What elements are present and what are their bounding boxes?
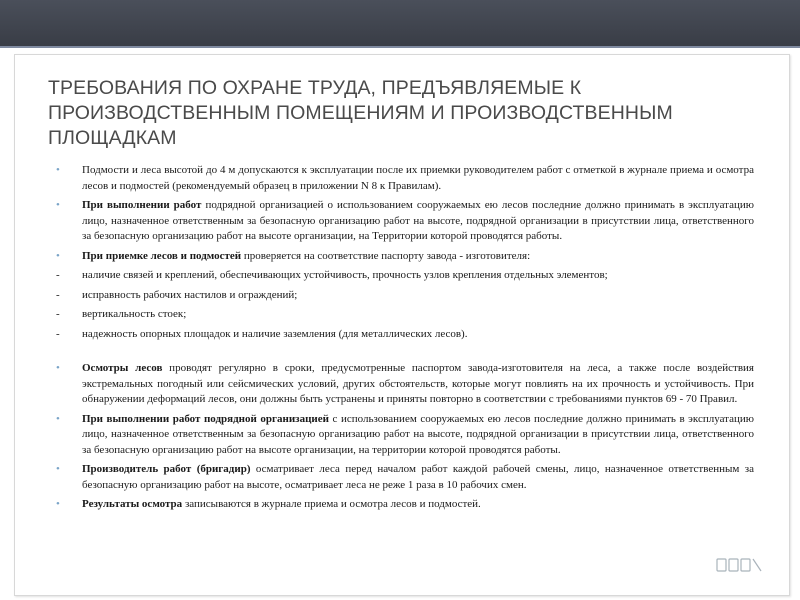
dash-marker: - [56, 327, 60, 340]
top-bar [0, 0, 800, 46]
item-bold: Результаты осмотра [82, 498, 183, 510]
bullet-marker: • [56, 463, 60, 475]
list-item [56, 288, 754, 304]
list-item [56, 268, 754, 284]
item-text: вертикальность стоек; [82, 308, 187, 320]
bullet-marker: • [56, 249, 60, 262]
item-text: исправность рабочих настилов и ограждений; [82, 288, 298, 301]
item-bold: При выполнении работ [82, 199, 202, 211]
dash-marker: - [56, 269, 60, 281]
list-item [56, 361, 754, 408]
dash-marker: - [56, 308, 60, 320]
item-text: проводят регулярно в сроки, предусмотренные паспортом завода-изготовителя на леса, а также после воздействия экстремальных погодный или сейсмических условий, других обстоятельств, которые могут повлиять на их прочность и устойчивость. При обнаружении деформаций лесов, они должны быть устранены и приняты повторно в соответствии с требованиями пунктов 69 - 70 Правил. [82, 362, 754, 405]
spacer [56, 346, 754, 361]
list-item [56, 163, 754, 194]
item-text: Подмости и леса высотой до 4 м допускаются к эксплуатации после их приемки руководителем работ с отметкой в журнале приема и осмотра лесов и подмостей (рекомендуемый образец в приложении N 8 к Правилам). [82, 164, 754, 192]
watermark-logo-icon [715, 555, 763, 575]
item-text: наличие связей и креплений, обеспечивающих устойчивость, прочность узлов крепления отдельных элементов; [82, 269, 608, 281]
list-item [56, 497, 754, 513]
list-item [56, 198, 754, 245]
item-bold: При приемке лесов и подмостей [82, 249, 242, 262]
item-bold: При выполнении работ подрядной организацией [82, 412, 329, 425]
bullet-marker: • [56, 199, 60, 211]
item-text: подрядной организацией о использованием сооружаемых ею лесов последние должно принимать в эксплуатацию лицо, назначенное ответственным за безопасную организацию работ на высоте, подрядной организации в присутствии лица, ответственного за безопасную организацию работ на высоте организации, на Территории которой проводятся работы. [82, 199, 755, 242]
bullet-marker: • [56, 164, 60, 176]
slide-title: ТРЕБОВАНИЯ ПО ОХРАНЕ ТРУДА, ПРЕДЪЯВЛЯЕМЫЕ К ПРОИЗВОДСТВЕННЫМ ПОМЕЩЕНИЯМ И ПРОИЗВОДСТВЕННЫМ ПЛОЩАДКАМ [48, 77, 673, 149]
list-item [56, 249, 754, 265]
item-bold: Осмотры лесов [82, 362, 163, 374]
top-accent-line [0, 46, 800, 48]
list-item [56, 462, 754, 493]
bullet-marker: • [56, 362, 60, 374]
item-text: осматривает леса перед началом работ каждой рабочей смены, лицо, назначенное ответственным за безопасную организацию работ на высоте, осматривает леса не реже 1 раза в 10 рабочих смен. [82, 463, 755, 491]
dash-marker: - [56, 288, 60, 301]
bullet-marker: • [56, 412, 60, 425]
item-text: записываются в журнале приема и осмотра лесов и подмостей. [182, 498, 481, 510]
item-text: проверяется на соответствие паспорту завода - изготовителя: [241, 249, 531, 262]
bullet-marker: • [56, 498, 60, 510]
slide-content [56, 163, 754, 517]
item-text: с использованием сооружаемых ею лесов последние должно принимать в эксплуатацию лицо, назначенное ответственным за безопасную организацию работ на высоте, подрядной организации в присутствии лица, ответственного за безопасную организацию работ на высоте организации, на территории которой проводятся работы. [82, 412, 754, 456]
item-bold: Производитель работ (бригадир) [82, 463, 251, 475]
list-item [56, 307, 754, 323]
item-text: надежность опорных площадок и наличие заземления (для металлических лесов). [82, 327, 468, 340]
list-item [56, 412, 754, 459]
list-item [56, 327, 754, 343]
